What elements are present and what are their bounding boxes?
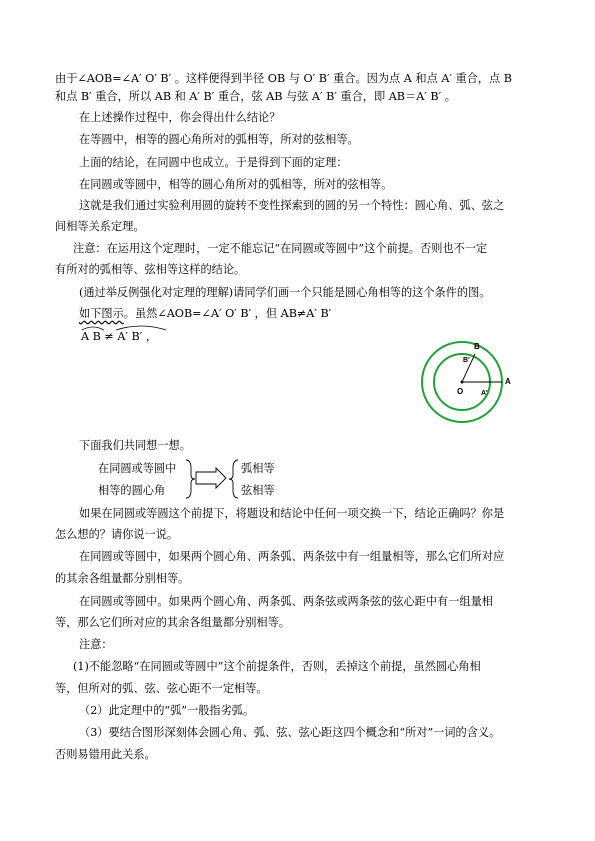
scheme-condition-1: 在同圆或等圆中 <box>98 462 177 475</box>
left-brace <box>186 460 195 498</box>
label-b: B <box>474 342 480 351</box>
scheme-condition-2: 相等的圆心角 <box>98 484 166 497</box>
scheme-result-1: 弧相等 <box>241 462 275 475</box>
figure-note <box>79 307 595 321</box>
figure-note-rest: 。虽然∠AOB=∠A′ O′ B′ ，但 AB≠A′ B′ <box>123 307 332 320</box>
question-conclusion: 在上述操作过程中，你会得出什么结论？ <box>79 111 281 124</box>
think-text: 下面我们共同想一想。 <box>79 439 191 452</box>
note-2-title: 注意： <box>79 638 113 651</box>
label-a: A <box>505 377 511 386</box>
counter-example-text: (通过举反例强化对定理的理解)请同学们画一个只能是圆心角相等的这个条件的图。 <box>79 286 491 299</box>
scheme-diagram <box>184 458 244 502</box>
scheme-result-2: 弦相等 <box>241 484 275 497</box>
arc-marks <box>80 325 210 331</box>
center-point <box>461 381 464 384</box>
question-line-2: 怎么想的？请你说一说。 <box>55 528 179 541</box>
note-item-3-line-2: 否则易错用此关系。 <box>55 748 156 761</box>
paragraph-2-line-2: 间相等关系定理。 <box>55 220 145 233</box>
arc-mark-ab <box>82 327 104 330</box>
label-b-prime: B' <box>463 357 470 364</box>
generalization-2-line-2: 等，那么它们所对应的其余各组量都分别相等。 <box>55 616 290 629</box>
question-line-1: 如果在同圆或等圆这个前提下，将题设和结论中任何一项交换一下，结论正确吗？你是 <box>79 507 505 520</box>
label-o: O <box>457 387 464 396</box>
also-true-text: 上面的结论，在同圆中也成立。于是得到下面的定理： <box>79 156 348 169</box>
note-1-line-1: 注意：在运用这个定理时，一定不能忘记“在同圆或等圆中”这个前提。否则也不一定 <box>73 242 488 255</box>
concentric-circles-figure <box>420 336 535 426</box>
paragraph-1-line-1: 由于∠AOB=∠A′ O′ B′ 。这样便得到半径 OB 与 O′ B′ 重合。因为点 A 和点 A′ 重合，点 B <box>55 72 513 85</box>
generalization-1-line-1: 在同圆或等圆中，如果两个圆心角、两条弧、两条弦中有一组量相等，那么它们所对应 <box>79 550 505 563</box>
paragraph-1-line-2: 和点 B′ 重合，所以 AB 和 A′ B′ 重合，弦 AB 与弦 A′ B′ 重合，即 AB＝A′ B′ 。 <box>55 90 456 103</box>
label-a-prime: A' <box>481 390 488 397</box>
paragraph-2-line-1: 这就是我们通过实验利用圆的旋转不变性探索到的圆的另一个特性：圆心角、弧、弦之 <box>79 199 505 212</box>
generalization-2-line-1: 在同圆或等圆中。如果两个圆心角、两条弧、两条弦或两条弦的弦心距中有一组量相 <box>79 595 493 608</box>
arc-mark-a-prime-b-prime <box>116 326 166 330</box>
note-item-2: （2）此定理中的“弧”一般指劣弧。 <box>79 704 255 717</box>
note-item-1-line-1: (1)不能忽略“在同圆或等圆中”这个前提条件，否则，丢掉这个前提，虽然圆心角相 <box>73 660 481 673</box>
conclusion-text: 在等圆中，相等的圆心角所对的弧相等，所对的弦相等。 <box>79 133 359 146</box>
right-brace <box>229 460 238 498</box>
note-1-line-2: 有所对的弧相等、弦相等这样的结论。 <box>55 263 246 276</box>
figure-note-underlined: 如下图示 <box>79 307 124 320</box>
theorem-text: 在同圆或等圆中，相等的圆心角所对的弧相等，所对的弦相等。 <box>79 178 393 191</box>
note-item-1-line-2: 等，但所对的弧、弦、弦心距不一定相等。 <box>55 682 268 695</box>
generalization-1-line-2: 的其余各组量都分别相等。 <box>55 572 190 585</box>
note-item-3-line-1: （3）要结合图形深刻体会圆心角、弧、弦、弦心距这四个概念和“所对”一词的含义。 <box>79 726 501 739</box>
implies-arrow <box>196 468 226 488</box>
arc-inequality-text: A B ≠ A′ B′ ， <box>81 330 158 343</box>
